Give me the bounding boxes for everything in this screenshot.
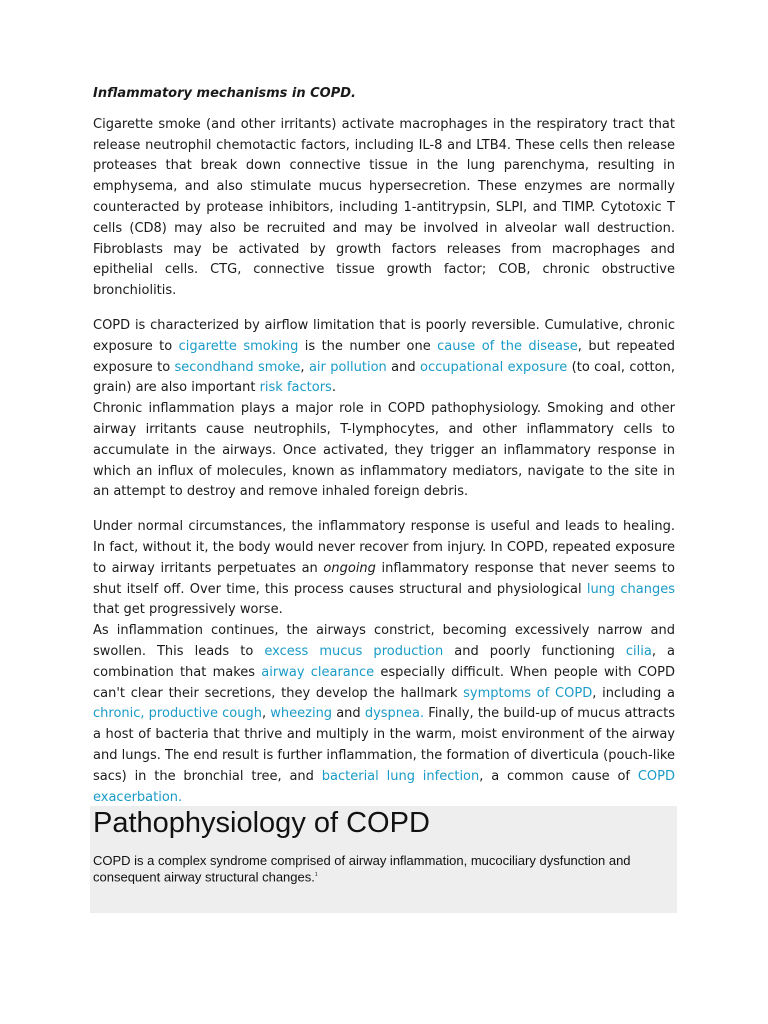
link-dyspnea[interactable]: dyspnea. [364, 706, 425, 722]
paragraph-gap [93, 302, 675, 316]
text-run: (to coal, cotton, grain) are also important [93, 359, 675, 396]
link-occupational-exposure[interactable]: occupational exposure [420, 359, 568, 375]
link-symptoms-of-copd[interactable]: symptoms of COPD [463, 685, 593, 701]
text-run: , [261, 706, 271, 722]
box-text [93, 853, 653, 884]
text-run: , [300, 359, 309, 375]
link-bacterial-lung-infection[interactable]: bacterial lung infection [321, 768, 480, 784]
text-run: , a combination that makes [93, 643, 676, 680]
text-run: Finally, the build-up of mucus attracts a host of bacteria that thrive and multiply in the warm, moist environment of the airway and lungs. The end result is further inflammation, the formation of diverticula (pouch-like sacs) in the bronchial tree, and [93, 706, 676, 784]
section-heading: Inflammatory mechanisms in COPD. [93, 86, 356, 101]
link-risk-factors[interactable]: risk factors [259, 380, 332, 396]
link-cilia[interactable]: cilia [625, 643, 652, 659]
link-cigarette-smoking[interactable]: cigarette smoking [178, 338, 299, 354]
emphasis-ongoing: ongoing [323, 560, 376, 576]
link-wheezing[interactable]: wheezing [270, 706, 333, 722]
paragraph-chronic-inflammation: Chronic inflammation plays a major role in COPD pathophysiology. Smoking and other airway irritants cause neutrophils, T-lymphocytes, and other inflammatory cells to accumulate in the airways. Once activated, they trigger an inflammatory response in which an influx of molecules, known as inflammatory mediators, navigate to the site in an attempt to destroy and remove inhaled foreign debris. [93, 401, 675, 500]
paragraph-inflammatory-mechanisms: Cigarette smoke (and other irritants) activate macrophages in the respiratory tract that release neutrophil chemotactic factors, including IL-8 and LTB4. These cells then release proteases that break down connective tissue in the lung parenchyma, resulting in emphysema, and also stimulate mucus hypersecretion. These enzymes are normally counteracted by protease inhibitors, including 1-antitrypsin, SLPI, and TIMP. Cytotoxic T cells (CD8) may also be recruited and may be involved in alveolar wall destruction. Fibroblasts may be activated by growth factors releases from macrophages and epithelial cells. CTG, connective tissue growth factor; COB, chronic obstructive bronchiolitis. [93, 116, 675, 299]
paragraph-copd-characterized [93, 316, 675, 399]
link-excess-mucus-production[interactable]: excess mucus production [264, 643, 444, 659]
text-run: , including a [592, 685, 675, 701]
text-run: COPD is characterized by airflow limitation that is poorly reversible. Cumulative, chronic exposure to [93, 317, 675, 354]
text-run: and [386, 359, 421, 375]
link-cause-of-the-disease[interactable]: cause of the disease [437, 338, 578, 354]
link-airway-clearance[interactable]: airway clearance [261, 664, 375, 680]
text-run: , a common cause of [479, 768, 638, 784]
link-secondhand-smoke[interactable]: secondhand smoke [174, 359, 301, 375]
paragraph-inflammation-continues [93, 621, 675, 808]
text-run: Under normal circumstances, the inflammatory response is useful and leads to healing. In fact, without it, the body would never recover from injury. In COPD, repeated exposure to airway irritants perpetuates an [93, 519, 675, 576]
text-run: especially difficult. When people with COPD can't clear their secretions, they develop the hallmark [93, 664, 675, 701]
link-chronic-productive-cough[interactable]: chronic, productive cough [93, 706, 262, 722]
pathophysiology-box [90, 806, 677, 913]
text-run: and [332, 706, 365, 722]
text-run: . [331, 380, 336, 396]
text-run: is the number one [298, 338, 438, 354]
article-body [93, 84, 675, 808]
paragraph-gap [93, 503, 675, 517]
text-run: that get progressively worse. [93, 602, 283, 618]
text-run: inflammatory response that never seems to shut itself off. Over time, this process causes structural and physiological [93, 560, 675, 597]
text-run: and poorly functioning [443, 643, 626, 659]
paragraph-normal-circumstances [93, 517, 675, 621]
text-run: , but repeated exposure to [93, 338, 675, 375]
link-lung-changes[interactable]: lung changes [586, 581, 676, 597]
link-air-pollution[interactable]: air pollution [308, 359, 387, 375]
text-run: As inflammation continues, the airways constrict, becoming excessively narrow and swollen. This leads to [93, 623, 675, 659]
box-title: Pathophysiology of COPD [93, 807, 430, 839]
link-copd-exacerbation[interactable]: COPD exacerbation. [93, 768, 675, 805]
box-text-body: COPD is a complex syndrome comprised of airway inflammation, mucociliary dysfunction and consequent airway structural changes. [93, 853, 631, 885]
reference-marker[interactable]: 1 [314, 872, 318, 878]
